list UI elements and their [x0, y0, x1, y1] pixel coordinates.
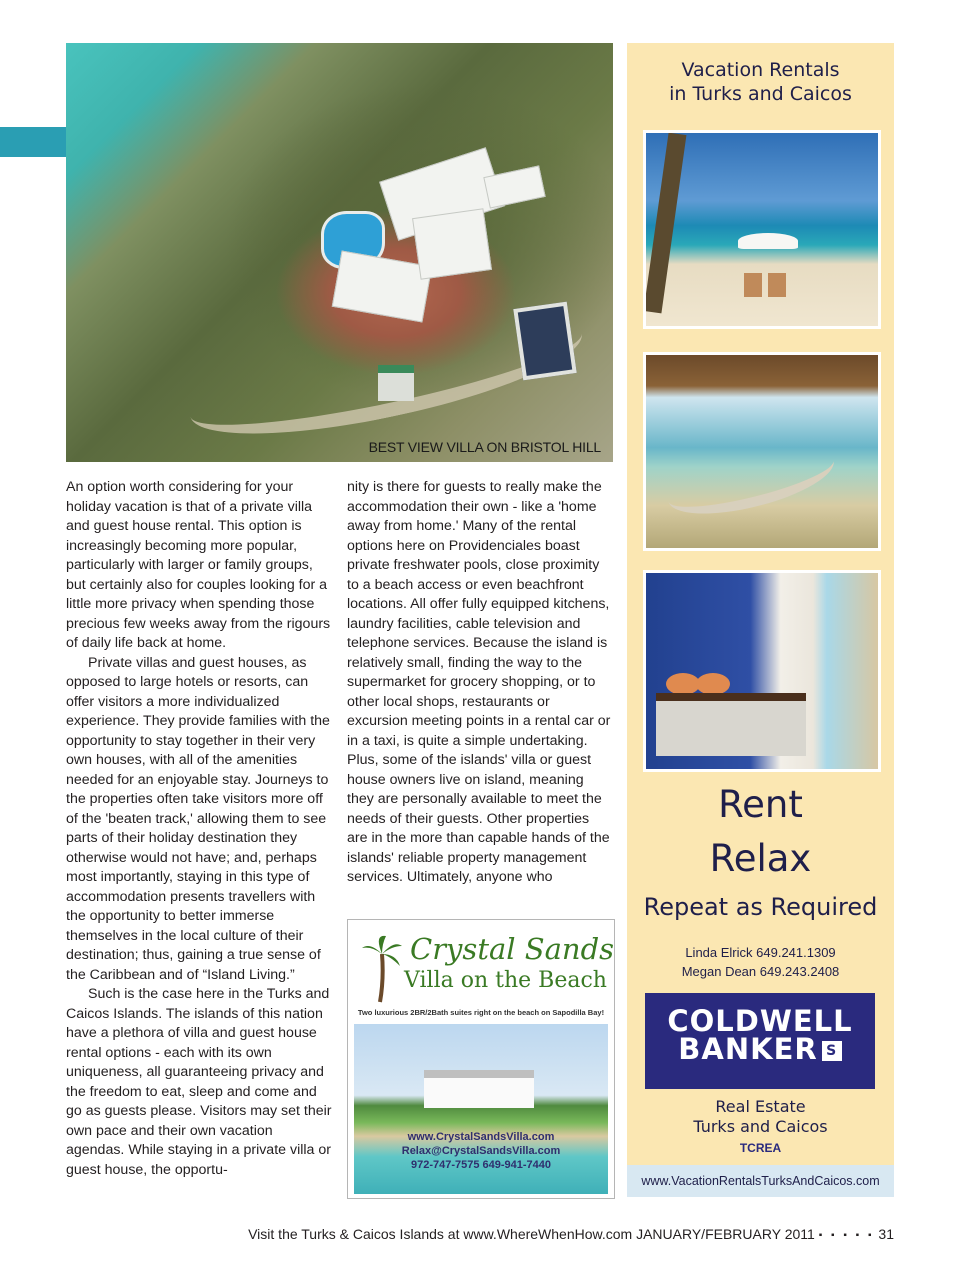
hammock-photo: [643, 352, 881, 551]
page-number: 31: [878, 1226, 894, 1242]
crystal-sands-house: [424, 1070, 534, 1108]
hero-caption: BEST VIEW VILLA ON BRISTOL HILL: [368, 439, 601, 455]
beach-photo: [643, 130, 881, 329]
vacation-rentals-ad[interactable]: [627, 43, 894, 1197]
bed-pillow: [666, 673, 700, 695]
real-estate-label: [627, 1097, 894, 1137]
crystal-sands-email[interactable]: Relax@CrystalSandsVilla.com: [401, 1145, 561, 1157]
footer-separator: ▪ ▪ ▪ ▪ ▪: [818, 1229, 875, 1241]
coldwell-banker-wordmark: [645, 1004, 875, 1066]
logo-line: BANKER: [678, 1032, 818, 1066]
sidebar-title-line: Vacation Rentals: [681, 59, 840, 81]
sidebar-title: [627, 58, 894, 106]
agent-contacts: [627, 943, 894, 981]
beach-palm: [644, 133, 687, 314]
logo-line: COLDWELL: [667, 1004, 853, 1038]
tcrea-logo: TCREA: [739, 1141, 782, 1155]
sidebar-title-line: in Turks and Caicos: [669, 83, 852, 105]
agent-contact: Megan Dean 649.243.2408: [681, 964, 840, 979]
hero-solar-panel: [513, 302, 576, 381]
agent-contact: Linda Elrick 649.241.1309: [685, 945, 836, 960]
section-tab-accent: [0, 127, 66, 157]
crystal-sands-contact: [354, 1130, 608, 1172]
real-estate-line: Turks and Caicos: [693, 1117, 828, 1136]
slogan-relax: Relax: [709, 837, 812, 880]
coldwell-banker-mark-icon: S: [822, 1041, 842, 1061]
beach-umbrella: [738, 233, 798, 249]
crystal-sands-photo: [354, 1024, 608, 1194]
beach-chair: [744, 273, 762, 297]
article-paragraph: An option worth considering for your holiday vacation is that of a private villa and guest house rental. This option is increasingly becoming more popular, particularly with larger or family groups, but certainly also for couples looking for a little more privacy when spending those precious few weeks away from the rigours of daily life back at home.: [66, 479, 331, 651]
article-column-left: [66, 478, 334, 1180]
article-paragraph: Private villas and guest houses, as opposed to large hotels or resorts, can offer visitors a more individualized experience. They provide families with the opportunity to stay together in their very own houses, with all of the amenities needed for an enjoyable stay. Journeys to the properties often take visitors more off of the 'beaten track,' allowing them to see parts of their holiday destination they otherwise would not have; and, perhaps most importantly, staying in this type of accommodation presents travellers with the opportunity to better immerse themselves in the local culture of their destination; thus, gaining a true sense of the Caribbean and of “Island Living.”: [66, 654, 330, 983]
footer-text: Visit the Turks & Caicos Islands at www.WhereWhenHow.com JANUARY/FEBRUARY 2011: [248, 1226, 815, 1242]
sidebar-website-link[interactable]: www.VacationRentalsTurksAndCaicos.com: [641, 1174, 880, 1188]
bedroom-photo: [643, 570, 881, 772]
hammock: [662, 435, 840, 527]
crystal-sands-website[interactable]: www.CrystalSandsVilla.com: [407, 1131, 555, 1143]
bed-pillow: [696, 673, 730, 695]
sidebar-slogan: [627, 778, 894, 886]
beach-chair: [768, 273, 786, 297]
crystal-sands-subtitle: Villa on the Beach: [404, 968, 607, 993]
hero-roof: [412, 208, 492, 279]
crystal-sands-ad[interactable]: [347, 919, 615, 1199]
coldwell-banker-logo: [645, 993, 875, 1089]
article-column-middle: [347, 478, 613, 888]
bed: [656, 693, 806, 756]
crystal-sands-tagline: Two luxurious 2BR/2Bath suites right on the beach on Sapodilla Bay!: [357, 1008, 605, 1017]
palm-tree-icon: [362, 934, 402, 1004]
article-paragraph: nity is there for guests to really make the accommodation their own - like a 'home away from home.' Many of the rental options here on Providenciales boast private freshwater pools, close proximity to a beach access or even beachfront locations. All offer fully equipped kitchens, laundry facilities, cable television and telephone services. Because the island is relatively small, finding the way to the supermarket for grocery shopping, or to other local shops, restaurants or excursion meeting points in a rental car or in a taxi, is quite a simple undertaking. Plus, some of the islands' villa or guest house owners live on island, meaning they are personally available to meet the needs of their guests. Other properties are in the more than capable hands of the islands' reliable property management services. Ultimately, anyone who: [347, 479, 611, 885]
page-footer: [248, 1226, 894, 1242]
hero-photo-villa: [66, 43, 613, 462]
real-estate-line: Real Estate: [715, 1097, 806, 1116]
slogan-rent: Rent: [718, 783, 803, 826]
sidebar-website-bar[interactable]: [627, 1165, 894, 1197]
slogan-repeat: Repeat as Required: [643, 893, 878, 921]
crystal-sands-phones: 972-747-7575 649-941-7440: [410, 1159, 552, 1171]
article-paragraph: Such is the case here in the Turks and Caicos Islands. The islands of this nation have a plethora of villa and guest house rental options - each with its own uniqueness, all guaranteeing privacy and the freedom to eat, sleep and come and go as guests please. Visitors may set their own pace and their own vacation agendas. While staying in a private villa or guest house, the opportu-: [66, 986, 332, 1178]
hero-shed: [378, 365, 414, 401]
crystal-sands-title: Crystal Sands: [410, 932, 615, 966]
